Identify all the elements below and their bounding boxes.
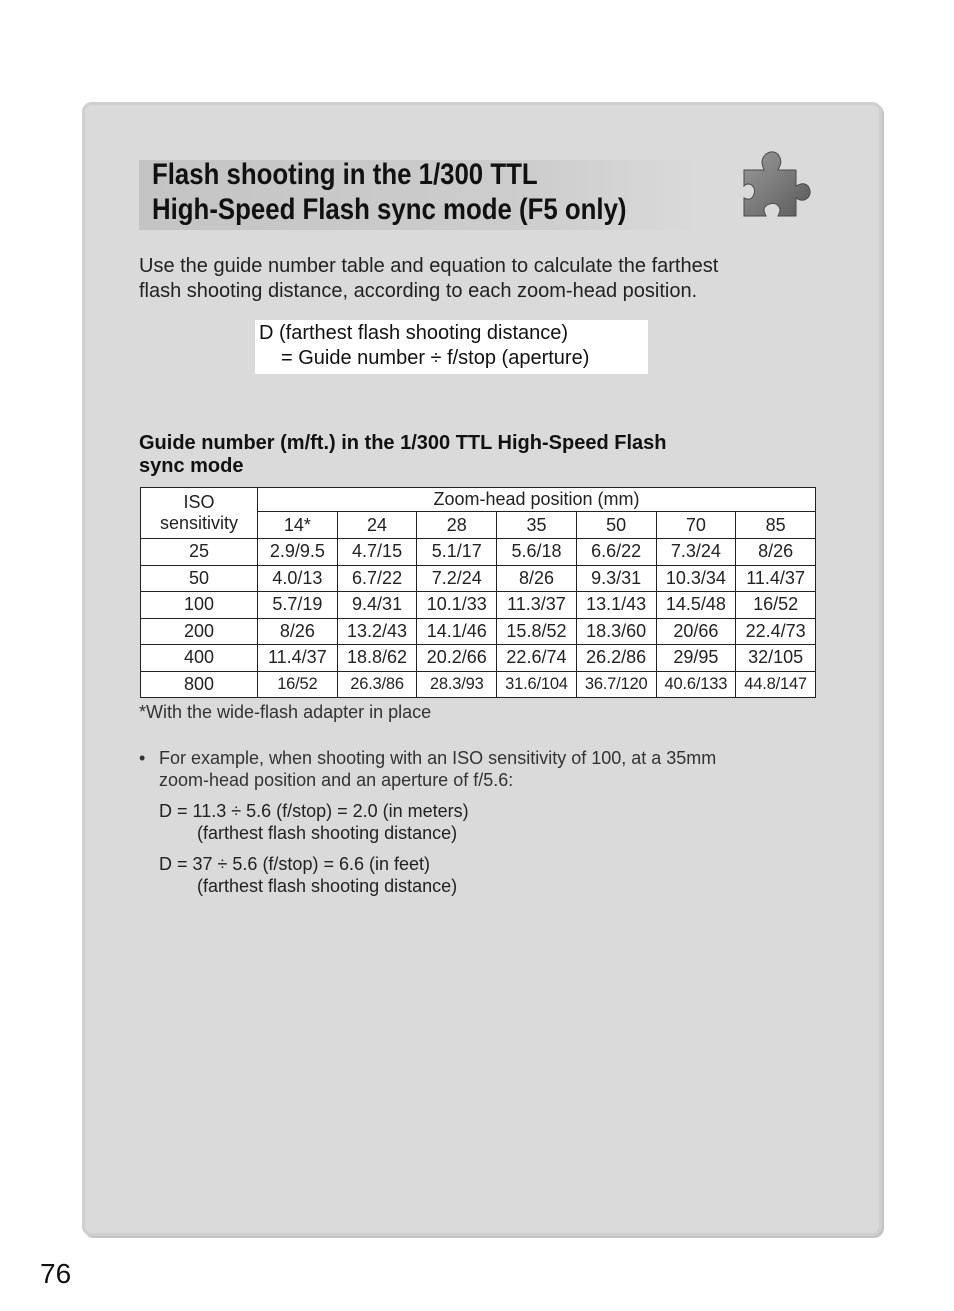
calculation-meters [159,800,469,844]
formula-line2: = Guide number ÷ f/stop (aperture) [281,347,590,369]
table-row [141,671,816,698]
table-row [141,592,816,619]
calc-meters-equation: D = 11.3 ÷ 5.6 (f/stop) = 2.0 (in meters) [159,801,469,821]
page-title [152,157,627,227]
example-line2: zoom-head position and an aperture of f/5.6: [159,770,514,790]
table-cell: 18.3/60 [576,618,656,645]
iso-value: 400 [141,645,258,672]
zoom-position: 24 [337,512,417,539]
table-cell: 13.2/43 [337,618,417,645]
table-cell: 8/26 [497,565,577,592]
table-row [141,539,816,566]
table-row [141,645,816,672]
page-title-line1: Flash shooting in the 1/300 TTL [152,158,538,191]
table-cell: 9.4/31 [337,592,417,619]
table-cell: 11.4/37 [736,565,816,592]
table-cell: 16/52 [736,592,816,619]
table-cell: 6.6/22 [576,539,656,566]
table-cell: 10.1/33 [417,592,497,619]
table-cell: 2.9/9.5 [258,539,338,566]
zoom-header: Zoom-head position (mm) [258,488,816,512]
table-cell: 22.6/74 [497,645,577,672]
example-line1: For example, when shooting with an ISO sensitivity of 100, at a 35mm [159,748,717,768]
table-cell: 18.8/62 [337,645,417,672]
zoom-position: 35 [497,512,577,539]
table-cell: 10.3/34 [656,565,736,592]
puzzle-piece-icon [736,148,812,224]
table-cell: 26.2/86 [576,645,656,672]
table-cell: 11.3/37 [497,592,577,619]
table-cell: 8/26 [258,618,338,645]
table-cell: 40.6/133 [656,671,736,698]
table-cell: 6.7/22 [337,565,417,592]
table-title [139,432,666,478]
formula-box [255,320,648,374]
iso-value: 100 [141,592,258,619]
table-cell: 5.7/19 [258,592,338,619]
table-row [141,618,816,645]
example-text [159,747,716,791]
table-cell: 13.1/43 [576,592,656,619]
table-cell: 7.2/24 [417,565,497,592]
table-cell: 4.7/15 [337,539,417,566]
page-title-line2: High-Speed Flash sync mode (F5 only) [152,193,627,226]
guide-number-table [140,487,816,698]
formula-line1: D (farthest flash shooting distance) [259,322,569,344]
table-cell: 20.2/66 [417,645,497,672]
iso-value: 800 [141,671,258,698]
table-cell: 20/66 [656,618,736,645]
table-row [141,565,816,592]
iso-header-line1: ISO [183,492,215,512]
table-cell: 32/105 [736,645,816,672]
table-cell: 28.3/93 [417,671,497,698]
calc-feet-note: (farthest flash shooting distance) [197,876,458,896]
table-cell: 16/52 [258,671,338,698]
zoom-position: 14* [258,512,338,539]
zoom-position: 50 [576,512,656,539]
table-cell: 8/26 [736,539,816,566]
table-header-row [141,488,816,512]
iso-header [141,488,258,539]
table-cell: 22.4/73 [736,618,816,645]
iso-value: 200 [141,618,258,645]
iso-header-line2: sensitivity [159,513,239,533]
table-cell: 31.6/104 [497,671,577,698]
table-cell: 7.3/24 [656,539,736,566]
table-cell: 15.8/52 [497,618,577,645]
calculation-feet [159,853,457,897]
table-title-line1: Guide number (m/ft.) in the 1/300 TTL High-Speed Flash [139,432,667,454]
table-title-line2: sync mode [139,455,244,477]
page-number: 76 [40,1258,72,1289]
table-cell: 11.4/37 [258,645,338,672]
table-cell: 4.0/13 [258,565,338,592]
table-cell: 29/95 [656,645,736,672]
calc-feet-equation: D = 37 ÷ 5.6 (f/stop) = 6.6 (in feet) [159,854,431,874]
iso-value: 50 [141,565,258,592]
intro-line2: flash shooting distance, according to each zoom-head position. [139,280,698,302]
bullet-dot: • [139,748,146,768]
table-footnote: *With the wide-flash adapter in place [139,702,432,722]
intro-line1: Use the guide number table and equation to calculate the farthest [139,255,719,277]
zoom-position: 85 [736,512,816,539]
intro-text [139,254,829,304]
zoom-position: 70 [656,512,736,539]
table-cell: 14.1/46 [417,618,497,645]
table-cell: 44.8/147 [736,671,816,698]
calc-meters-note: (farthest flash shooting distance) [197,823,458,843]
table-cell: 9.3/31 [576,565,656,592]
zoom-position: 28 [417,512,497,539]
table-cell: 14.5/48 [656,592,736,619]
table-cell: 26.3/86 [337,671,417,698]
table-cell: 5.6/18 [497,539,577,566]
table-cell: 5.1/17 [417,539,497,566]
iso-value: 25 [141,539,258,566]
table-cell: 36.7/120 [576,671,656,698]
